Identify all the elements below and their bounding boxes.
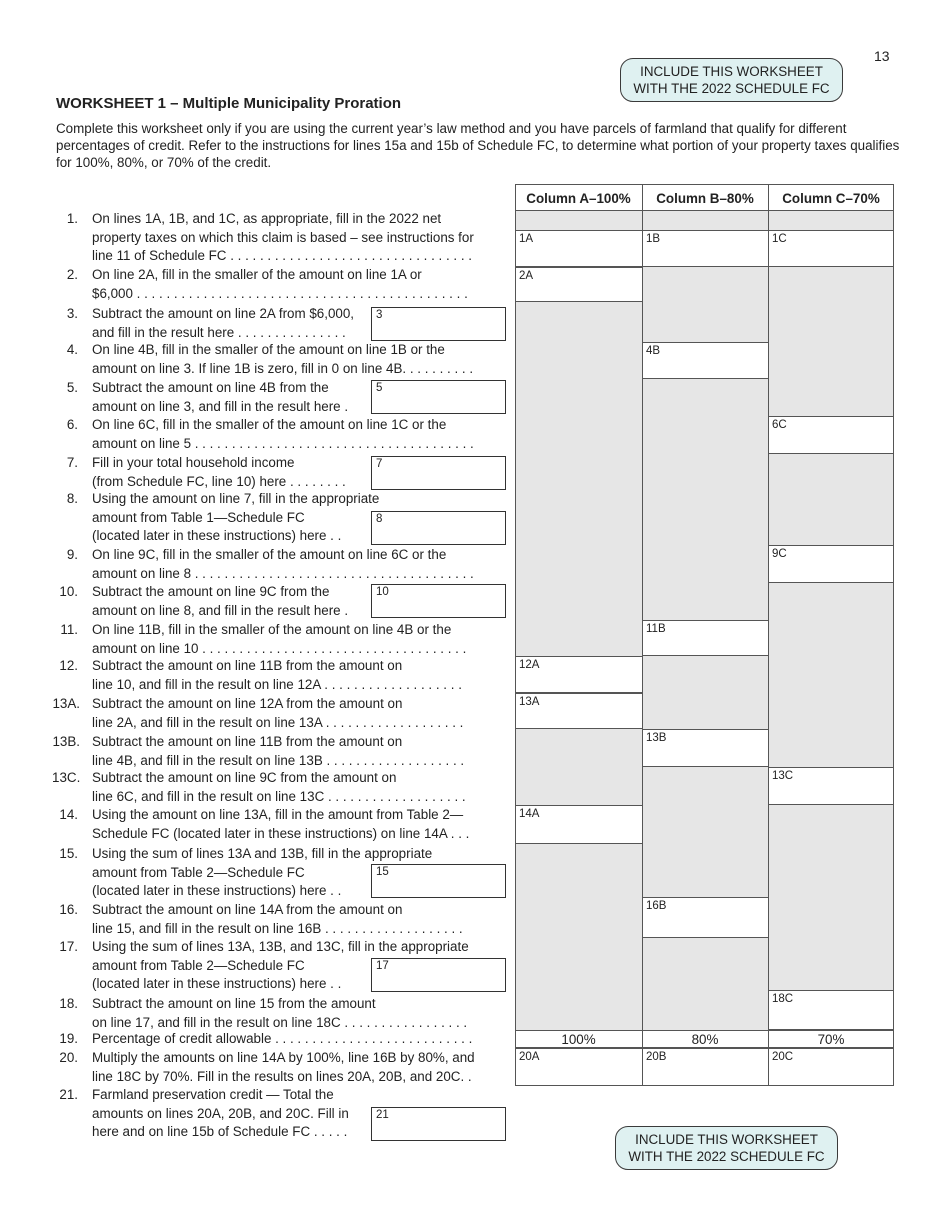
line-text: amount on line 8 . . . . . . . . . . . . . . . . . . . . . . . . . . . . . . . . . . . . . . — [92, 565, 474, 581]
line-text: Subtract the amount on line 2A from $6,000, — [92, 306, 355, 321]
line-text: $6,000 . . . . . . . . . . . . . . . . . . . . . . . . . . . . . . . . . . . . . . . . . . . . . — [92, 285, 468, 301]
field-label: 1A — [519, 233, 534, 245]
line-text: On line 2A, fill in the smaller of the amount on line 1A or — [92, 267, 422, 282]
line-text: property taxes on which this claim is based – see instructions for — [92, 229, 474, 245]
line-text: On line 4B, fill in the smaller of the amount on line 1B or the — [92, 342, 445, 357]
line-number: 5. — [66, 380, 78, 395]
field-label: 12A — [519, 659, 540, 671]
field-line-17[interactable] — [371, 958, 506, 992]
line-text: Using the sum of lines 13A and 13B, fill in the appropriate — [92, 846, 433, 861]
field-label: 14A — [519, 808, 540, 820]
line-text: On line 11B, fill in the smaller of the amount on line 4B or the — [92, 622, 452, 637]
line-number: 18. — [59, 996, 78, 1011]
field-label: 7 — [376, 458, 383, 470]
line-text: line 6C, and fill in the result on line 13C . . . . . . . . . . . . . . . . . . . — [92, 788, 466, 804]
field-label: 2A — [519, 270, 534, 282]
field-label: 13A — [519, 696, 540, 708]
field-label: 1B — [646, 233, 661, 245]
line-number: 9. — [66, 547, 78, 562]
field-label: 9C — [772, 548, 787, 560]
field-label: 18C — [772, 993, 794, 1005]
field-line-3[interactable] — [371, 307, 506, 341]
line-text: amount on line 8, and fill in the result here . — [92, 602, 349, 618]
line-text: amount from Table 2—Schedule FC — [92, 864, 305, 880]
field-line-15[interactable] — [371, 864, 506, 898]
include-worksheet-banner-top — [620, 58, 843, 102]
field-label: 13C — [772, 770, 794, 782]
line-text: Fill in your total household income — [92, 455, 295, 470]
banner-line-2: WITH THE 2022 SCHEDULE FC — [628, 1149, 825, 1164]
line-text: line 10, and fill in the result on line 12A . . . . . . . . . . . . . . . . . . . — [92, 676, 462, 692]
field-label: 15 — [376, 866, 389, 878]
field-label: 3 — [376, 309, 383, 321]
line-text: line 11 of Schedule FC . . . . . . . . . . . . . . . . . . . . . . . . . . . . . . . . . — [92, 248, 473, 264]
field-label: 5 — [376, 382, 383, 394]
line-number: 11. — [60, 622, 78, 637]
line-text: line 18C by 70%. Fill in the results on lines 20A, 20B, and 20C. . — [92, 1068, 472, 1084]
field-label: 21 — [376, 1109, 389, 1121]
line-text: On line 6C, fill in the smaller of the amount on line 1C or the — [92, 417, 447, 432]
percent-c: 70% — [768, 1030, 894, 1048]
field-label: 6C — [772, 419, 787, 431]
line-text: and fill in the result here . . . . . . . . . . . . . . . — [92, 324, 346, 340]
field-label: 20A — [519, 1051, 540, 1063]
line-number: 1. — [66, 211, 78, 226]
line-text: Subtract the amount on line 11B from the amount on — [92, 658, 403, 673]
line-text: Farmland preservation credit — Total the — [92, 1087, 334, 1102]
line-number: 3. — [66, 306, 78, 321]
line-number: 13B. — [52, 734, 80, 749]
line-text: Schedule FC (located later in these instructions) on line 14A . . . — [92, 825, 470, 841]
line-number: 10. — [59, 584, 78, 599]
field-label: 20B — [646, 1051, 667, 1063]
line-text: amount from Table 1—Schedule FC — [92, 509, 305, 525]
line-number: 19. — [59, 1031, 78, 1046]
field-label: 13B — [646, 732, 667, 744]
line-text: (located later in these instructions) here . . — [92, 976, 342, 992]
percent-a: 100% — [515, 1030, 642, 1048]
line-text: amount from Table 2—Schedule FC — [92, 957, 305, 973]
line-number: 17. — [59, 939, 78, 954]
line-number: 16. — [59, 902, 78, 917]
line-text: Subtract the amount on line 4B from the — [92, 380, 329, 395]
field-line-8[interactable] — [371, 511, 506, 545]
line-text: Percentage of credit allowable . . . . . . . . . . . . . . . . . . . . . . . . . . . — [92, 1031, 473, 1046]
line-number: 13A. — [52, 696, 80, 711]
field-line-21[interactable] — [371, 1107, 506, 1141]
field-line-7[interactable] — [371, 456, 506, 490]
page-number: 13 — [874, 48, 890, 64]
field-label: 4B — [646, 345, 661, 357]
banner-line-2: WITH THE 2022 SCHEDULE FC — [633, 81, 830, 96]
line-number: 21. — [59, 1087, 78, 1102]
line-text: On lines 1A, 1B, and 1C, as appropriate, fill in the 2022 net — [92, 211, 442, 226]
line-text: line 15, and fill in the result on line 16B . . . . . . . . . . . . . . . . . . . — [92, 920, 463, 936]
line-text: amount on line 5 . . . . . . . . . . . . . . . . . . . . . . . . . . . . . . . . . . . . . . — [92, 435, 474, 451]
line-text: line 4B, and fill in the result on line 13B . . . . . . . . . . . . . . . . . . . — [92, 752, 465, 768]
banner-line-1: INCLUDE THIS WORKSHEET — [635, 1132, 818, 1147]
line-number: 20. — [59, 1050, 78, 1065]
field-label: 11B — [646, 623, 666, 635]
percent-b: 80% — [642, 1030, 768, 1048]
field-label: 17 — [376, 960, 389, 972]
line-number: 14. — [59, 807, 78, 822]
column-b-header: Column B–80% — [642, 184, 768, 211]
field-label: 10 — [376, 586, 389, 598]
line-text: (located later in these instructions) here . . — [92, 528, 342, 544]
line-number: 8. — [66, 491, 78, 506]
worksheet-title: WORKSHEET 1 – Multiple Municipality Proration — [56, 95, 402, 112]
line-text: amount on line 10 . . . . . . . . . . . . . . . . . . . . . . . . . . . . . . . . . . . . — [92, 640, 467, 656]
line-text: (from Schedule FC, line 10) here . . . . . . . . — [92, 473, 346, 489]
field-line-10[interactable] — [371, 584, 506, 618]
column-a-header: Column A–100% — [515, 184, 642, 211]
line-text: amount on line 3. If line 1B is zero, fill in 0 on line 4B. . . . . . . . . . — [92, 360, 474, 376]
line-text: On line 9C, fill in the smaller of the amount on line 6C or the — [92, 547, 447, 562]
field-label: 1C — [772, 233, 787, 245]
line-text: amount on line 3, and fill in the result here . — [92, 398, 349, 414]
field-label: 20C — [772, 1051, 794, 1063]
line-text: (located later in these instructions) here . . — [92, 883, 342, 899]
line-text: Subtract the amount on line 14A from the amount on — [92, 902, 403, 917]
line-text: Subtract the amount on line 15 from the amount — [92, 996, 376, 1011]
line-text: amounts on lines 20A, 20B, and 20C. Fill in — [92, 1105, 349, 1121]
line-text: Using the amount on line 7, fill in the appropriate — [92, 491, 380, 506]
line-text: Subtract the amount on line 12A from the amount on — [92, 696, 403, 711]
line-text: on line 17, and fill in the result on line 18C . . . . . . . . . . . . . . . . . — [92, 1014, 468, 1030]
line-number: 6. — [66, 417, 78, 432]
line-number: 13C. — [52, 770, 81, 785]
column-c-header: Column C–70% — [768, 184, 894, 211]
column-grid-frame — [515, 184, 894, 1086]
line-text: Subtract the amount on line 11B from the amount on — [92, 734, 403, 749]
field-label: 16B — [646, 900, 667, 912]
line-text: Subtract the amount on line 9C from the amount on — [92, 770, 397, 785]
line-text: line 2A, and fill in the result on line 13A . . . . . . . . . . . . . . . . . . . — [92, 714, 464, 730]
worksheet-intro: Complete this worksheet only if you are using the current year’s law method and you have parcels of farmland that qualify for different percentages of credit. Refer to the instructions for lines 15a and 15b of Schedule FC, to determine what portion of your property taxes qualifies for 100%, 80%, or 70% of the credit. — [56, 121, 900, 170]
line-text: Using the amount on line 13A, fill in the amount from Table 2— — [92, 807, 464, 822]
line-number: 12. — [59, 658, 78, 673]
banner-line-1: INCLUDE THIS WORKSHEET — [640, 64, 823, 79]
line-number: 15. — [59, 846, 78, 861]
field-label: 8 — [376, 513, 383, 525]
include-worksheet-banner-bottom — [615, 1126, 838, 1170]
line-text: Subtract the amount on line 9C from the — [92, 584, 330, 599]
line-text: here and on line 15b of Schedule FC . . . . . — [92, 1124, 348, 1140]
line-text: Multiply the amounts on line 14A by 100%, line 16B by 80%, and — [92, 1050, 475, 1065]
line-number: 2. — [66, 267, 78, 282]
field-line-5[interactable] — [371, 380, 506, 414]
line-number: 4. — [66, 342, 78, 357]
line-text: Using the sum of lines 13A, 13B, and 13C, fill in the appropriate — [92, 939, 469, 954]
line-number: 7. — [66, 455, 78, 470]
